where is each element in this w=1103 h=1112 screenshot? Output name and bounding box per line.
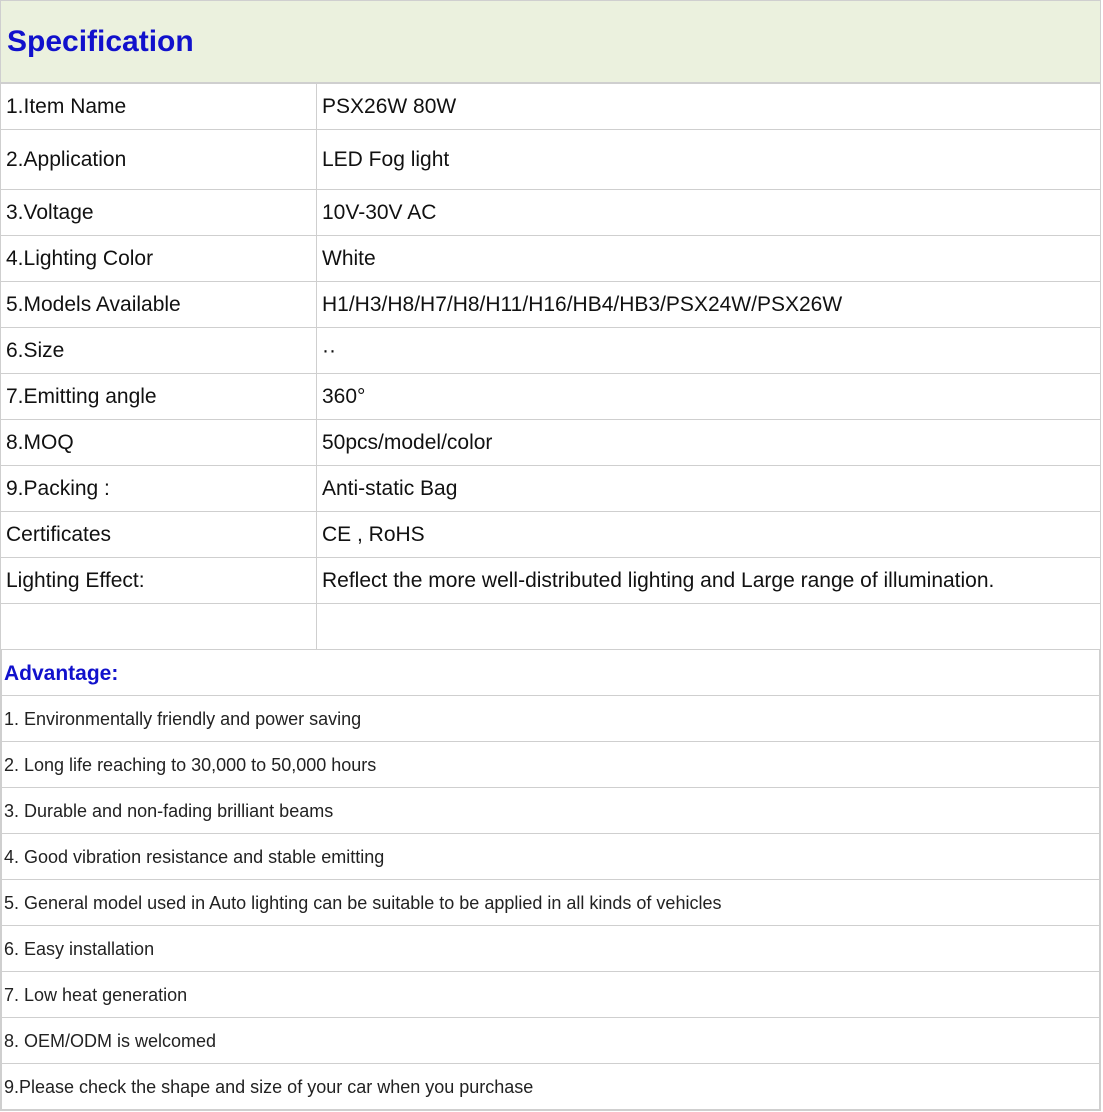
spec-value [317,604,1101,650]
page-title: Specification [7,25,194,58]
spec-key: 9.Packing : [1,466,317,512]
spec-key: 2.Application [1,130,317,190]
spec-key: Lighting Effect: [1,558,317,604]
spec-key: 4.Lighting Color [1,236,317,282]
advantage-item: 3. Durable and non-fading brilliant beams [4,801,334,821]
spec-row [1,282,1101,328]
list-item [0,833,1101,879]
list-item [0,695,1101,741]
advantage-item: 6. Easy installation [4,939,155,959]
spec-value: CE , RoHS [317,512,1101,558]
list-item [0,1063,1101,1109]
advantage-item: 4. Good vibration resistance and stable emitting [4,847,385,867]
spec-value: PSX26W 80W [317,84,1101,130]
advantage-item: 1. Environmentally friendly and power saving [4,709,362,729]
spec-key: 8.MOQ [1,420,317,466]
spec-value: White [317,236,1101,282]
advantage-item: 5. General model used in Auto lighting can be suitable to be applied in all kinds of vehicles [4,893,722,913]
spec-key: 3.Voltage [1,190,317,236]
spec-value: Anti-static Bag [317,466,1101,512]
spec-row [1,190,1101,236]
spec-row [1,374,1101,420]
advantage-heading: Advantage: [4,662,119,685]
spec-row [1,328,1101,374]
table-border-right [1099,649,1101,1110]
table-border-left [0,649,2,1110]
advantage-item: 8. OEM/ODM is welcomed [4,1031,217,1051]
spec-table [0,83,1101,650]
advantage-item: 7. Low heat generation [4,985,188,1005]
spec-value: 10V-30V AC [317,190,1101,236]
spec-key: 1.Item Name [1,84,317,130]
spec-row [1,420,1101,466]
spec-row [1,558,1101,604]
spec-row [1,512,1101,558]
spec-key: Certificates [1,512,317,558]
title-bar [0,0,1101,83]
advantage-item: 2. Long life reaching to 30,000 to 50,000 hours [4,755,377,775]
list-item [0,741,1101,787]
advantage-heading-row [0,649,1101,695]
table-border-bottom [0,1109,1101,1111]
list-item [0,971,1101,1017]
list-item [0,925,1101,971]
spec-value: ·· [317,328,1101,374]
spec-row [1,236,1101,282]
spec-value: H1/H3/H8/H7/H8/H11/H16/HB4/HB3/PSX24W/PSX26W [317,282,1101,328]
spec-row-empty [1,604,1101,650]
list-item [0,787,1101,833]
spec-key: 7.Emitting angle [1,374,317,420]
spec-key: 6.Size [1,328,317,374]
spec-key: 5.Models Available [1,282,317,328]
spec-row [1,130,1101,190]
spec-row [1,466,1101,512]
spec-key [1,604,317,650]
list-item [0,879,1101,925]
spec-value: LED Fog light [317,130,1101,190]
spec-value: Reflect the more well-distributed lighting and Large range of illumination. [317,558,1101,604]
spec-row [1,84,1101,130]
spec-value: 360° [317,374,1101,420]
list-item [0,1017,1101,1063]
spec-value: 50pcs/model/color [317,420,1101,466]
advantage-item: 9.Please check the shape and size of your car when you purchase [4,1077,534,1097]
